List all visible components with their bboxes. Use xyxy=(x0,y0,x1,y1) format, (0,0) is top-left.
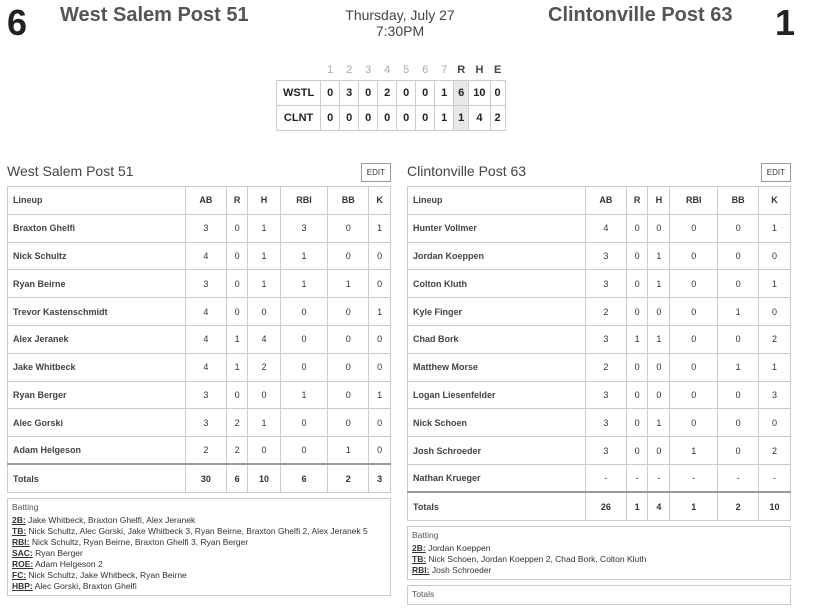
linescore-header: 1 xyxy=(327,63,334,76)
away-box-title xyxy=(7,160,391,186)
stat-cell: 3 xyxy=(758,381,790,409)
stat-cell: 1 xyxy=(670,437,718,465)
stat-cell: 0 xyxy=(670,325,718,353)
home-column-header: AB xyxy=(586,187,627,215)
stat-cell: 0 xyxy=(718,437,759,465)
table-row xyxy=(408,270,791,298)
linescore-inning-cell: 0 xyxy=(397,105,416,130)
away-team-name: West Salem Post 51 xyxy=(60,4,249,26)
player-name: Jordan Koeppen xyxy=(408,242,586,270)
stat-cell: 0 xyxy=(648,353,670,381)
linescore-inning-cell: 0 xyxy=(321,80,340,105)
stat-cell: 1 xyxy=(248,242,280,270)
home-batting-table xyxy=(407,186,791,521)
stat-cell: 1 xyxy=(648,325,670,353)
stat-cell: 0 xyxy=(248,298,280,326)
home-edit-button[interactable]: EDIT xyxy=(761,163,791,182)
batting-note-text: Jordan Koeppen xyxy=(425,542,491,553)
stat-cell: 0 xyxy=(626,214,648,242)
totals-cell: 26 xyxy=(586,492,627,520)
stat-cell: - xyxy=(586,464,627,492)
stat-cell: 0 xyxy=(626,409,648,437)
totals-cell: 4 xyxy=(648,492,670,520)
linescore-header: 7 xyxy=(441,63,448,76)
home-header-row xyxy=(408,187,791,215)
stat-cell: 1 xyxy=(718,298,759,326)
stat-cell: 1 xyxy=(369,381,391,409)
stat-cell: 0 xyxy=(626,437,648,465)
stat-cell: 2 xyxy=(586,298,627,326)
stat-cell: 1 xyxy=(718,353,759,381)
stat-cell: 0 xyxy=(328,214,369,242)
linescore-header-blank xyxy=(277,60,321,80)
table-row xyxy=(8,381,391,409)
stat-cell: 0 xyxy=(369,353,391,381)
player-name: Matthew Morse xyxy=(408,353,586,381)
home-batting-notes-list xyxy=(412,543,786,576)
batting-note-label: ROE: xyxy=(12,558,34,569)
stat-cell: 0 xyxy=(626,242,648,270)
stat-cell: 0 xyxy=(328,298,369,326)
stat-cell: 0 xyxy=(369,325,391,353)
linescore-inning-cell: 0 xyxy=(416,80,435,105)
stat-cell: 1 xyxy=(280,381,328,409)
home-totals-title: Totals xyxy=(412,588,435,599)
table-row xyxy=(8,325,391,353)
stat-cell: 0 xyxy=(718,242,759,270)
stat-cell: 1 xyxy=(226,325,248,353)
away-column-header: K xyxy=(369,187,391,215)
stat-cell: 1 xyxy=(328,437,369,465)
batting-note-label: TB: xyxy=(412,553,427,564)
player-name: Nick Schultz xyxy=(8,242,186,270)
stat-cell: 3 xyxy=(586,242,627,270)
table-row xyxy=(8,214,391,242)
linescore-header: H xyxy=(475,63,484,76)
stat-cell: 0 xyxy=(280,409,328,437)
stat-cell: 0 xyxy=(280,353,328,381)
stat-cell: 0 xyxy=(718,325,759,353)
linescore-header: 5 xyxy=(403,63,410,76)
away-box-title-text: West Salem Post 51 xyxy=(7,163,134,179)
batting-note-line xyxy=(12,559,386,570)
batting-note-label: 2B: xyxy=(12,514,26,525)
away-column-header: H xyxy=(248,187,280,215)
stat-cell: 1 xyxy=(648,270,670,298)
stat-cell: 0 xyxy=(626,353,648,381)
stat-cell: 0 xyxy=(718,270,759,298)
away-score: 6 xyxy=(7,2,28,43)
linescore xyxy=(276,60,506,131)
stat-cell: 1 xyxy=(369,298,391,326)
stat-cell: 0 xyxy=(718,409,759,437)
batting-note-text: Ryan Berger xyxy=(32,547,83,558)
batting-note-label: SAC: xyxy=(12,547,33,558)
home-team-name: Clintonville Post 63 xyxy=(548,4,733,26)
stat-cell: 0 xyxy=(648,437,670,465)
linescore-team: WSTL xyxy=(277,80,321,105)
stat-cell: 0 xyxy=(369,242,391,270)
away-batting-notes-title: Batting xyxy=(12,501,39,512)
home-batting-notes xyxy=(407,526,791,580)
stat-cell: 1 xyxy=(248,270,280,298)
home-box-score xyxy=(407,160,791,605)
stat-cell: 0 xyxy=(369,270,391,298)
batting-note-text: Nick Schoen, Jordan Koeppen 2, Chad Bork, Colton Kluth xyxy=(426,553,647,564)
linescore-inning-cell: 0 xyxy=(397,80,416,105)
linescore-runs: 6 xyxy=(454,80,469,105)
stat-cell: 0 xyxy=(248,437,280,465)
stat-cell: 1 xyxy=(758,214,790,242)
batting-note-line xyxy=(412,543,786,554)
batting-note-text: Nick Schultz, Jake Whitbeck, Ryan Beirne xyxy=(26,569,187,580)
stat-cell: 1 xyxy=(280,242,328,270)
away-header-row xyxy=(8,187,391,215)
table-row xyxy=(8,270,391,298)
player-name: Hunter Vollmer xyxy=(408,214,586,242)
player-name: Ryan Berger xyxy=(8,381,186,409)
stat-cell: 3 xyxy=(586,270,627,298)
linescore-row xyxy=(277,80,506,105)
player-name: Kyle Finger xyxy=(408,298,586,326)
batting-note-line xyxy=(12,570,386,581)
stat-cell: 1 xyxy=(248,409,280,437)
stat-cell: 0 xyxy=(226,381,248,409)
totals-cell: 2 xyxy=(328,464,369,492)
stat-cell: 0 xyxy=(626,381,648,409)
linescore-inning-cell: 0 xyxy=(359,80,378,105)
linescore-header: E xyxy=(493,63,502,76)
linescore-inning-cell: 3 xyxy=(340,80,359,105)
stat-cell: 0 xyxy=(248,381,280,409)
player-name: Trevor Kastenschmidt xyxy=(8,298,186,326)
away-batting-table xyxy=(7,186,391,493)
batting-note-text: Jake Whitbeck, Braxton Ghelfi, Alex Jeranek xyxy=(25,514,196,525)
stat-cell: 3 xyxy=(186,214,227,242)
batting-note-label: RBI: xyxy=(412,564,430,575)
batting-note-line xyxy=(12,526,386,537)
batting-note-text: Josh Schroeder xyxy=(429,564,492,575)
stat-cell: 0 xyxy=(758,242,790,270)
stat-cell: 0 xyxy=(648,381,670,409)
stat-cell: 3 xyxy=(586,325,627,353)
stat-cell: 0 xyxy=(328,242,369,270)
game-datetime xyxy=(300,7,500,39)
game-time: 7:30PM xyxy=(375,23,425,39)
away-column-header: Lineup xyxy=(8,187,186,215)
stat-cell: 3 xyxy=(186,270,227,298)
table-row xyxy=(408,437,791,465)
player-name: Ryan Beirne xyxy=(8,270,186,298)
table-row xyxy=(408,214,791,242)
table-row xyxy=(8,353,391,381)
batting-note-text: Alec Gorski, Braxton Ghelfi xyxy=(32,580,137,591)
stat-cell: 1 xyxy=(758,270,790,298)
stat-cell: 0 xyxy=(648,298,670,326)
table-row xyxy=(408,242,791,270)
stat-cell: 0 xyxy=(369,409,391,437)
linescore-header-row xyxy=(277,60,506,80)
table-row xyxy=(408,325,791,353)
stat-cell: 2 xyxy=(248,353,280,381)
stat-cell: 0 xyxy=(670,353,718,381)
stat-cell: 0 xyxy=(670,298,718,326)
stat-cell: 3 xyxy=(186,381,227,409)
linescore-inning-cell: 0 xyxy=(359,105,378,130)
batting-note-line xyxy=(12,581,386,592)
stat-cell: 0 xyxy=(758,409,790,437)
stat-cell: 0 xyxy=(626,270,648,298)
player-name: Logan Liesenfelder xyxy=(408,381,586,409)
stat-cell: 0 xyxy=(718,214,759,242)
stat-cell: 2 xyxy=(226,409,248,437)
player-name: Alec Gorski xyxy=(8,409,186,437)
linescore-inning-cell: 2 xyxy=(378,80,397,105)
batting-note-line xyxy=(412,554,786,565)
table-row xyxy=(408,381,791,409)
home-column-header: R xyxy=(626,187,648,215)
stat-cell: 1 xyxy=(758,353,790,381)
stat-cell: 0 xyxy=(648,214,670,242)
home-batting-notes-title: Batting xyxy=(412,529,439,540)
table-row xyxy=(8,437,391,465)
stat-cell: - xyxy=(626,464,648,492)
home-totals-section xyxy=(407,585,791,605)
stat-cell: 0 xyxy=(670,409,718,437)
stat-cell: 1 xyxy=(626,325,648,353)
stat-cell: 0 xyxy=(626,298,648,326)
away-column-header: R xyxy=(226,187,248,215)
stat-cell: 3 xyxy=(586,409,627,437)
linescore-header: 6 xyxy=(422,63,429,76)
batting-note-label: FC: xyxy=(12,569,27,580)
stat-cell: 1 xyxy=(280,270,328,298)
linescore-runs: 1 xyxy=(454,105,469,130)
stat-cell: - xyxy=(670,464,718,492)
stat-cell: 4 xyxy=(186,353,227,381)
batting-note-label: TB: xyxy=(12,525,27,536)
home-column-header: BB xyxy=(718,187,759,215)
table-row xyxy=(8,409,391,437)
stat-cell: 2 xyxy=(186,437,227,465)
batting-note-label: HBP: xyxy=(12,580,33,591)
batting-note-line xyxy=(12,548,386,559)
stat-cell: 0 xyxy=(328,325,369,353)
totals-cell: 1 xyxy=(626,492,648,520)
away-totals-row xyxy=(8,464,391,492)
stat-cell: 4 xyxy=(186,298,227,326)
away-edit-button[interactable]: EDIT xyxy=(361,163,391,182)
totals-cell: 30 xyxy=(186,464,227,492)
stat-cell: 3 xyxy=(586,437,627,465)
stat-cell: 0 xyxy=(369,437,391,465)
stat-cell: 2 xyxy=(758,325,790,353)
totals-cell: 6 xyxy=(226,464,248,492)
stat-cell: 4 xyxy=(586,214,627,242)
home-box-title-text: Clintonville Post 63 xyxy=(407,163,527,179)
table-row xyxy=(408,298,791,326)
linescore-hits: 10 xyxy=(469,80,490,105)
stat-cell: 4 xyxy=(186,242,227,270)
home-score: 1 xyxy=(775,2,796,43)
batting-note-label: RBI: xyxy=(12,536,30,547)
player-name: Alex Jeranek xyxy=(8,325,186,353)
home-column-header: RBI xyxy=(670,187,718,215)
stat-cell: 1 xyxy=(328,270,369,298)
stat-cell: 3 xyxy=(186,409,227,437)
stat-cell: - xyxy=(718,464,759,492)
stat-cell: 0 xyxy=(226,214,248,242)
linescore-header: R xyxy=(457,63,466,76)
stat-cell: 3 xyxy=(280,214,328,242)
linescore-header: 3 xyxy=(365,63,372,76)
home-column-header: H xyxy=(648,187,670,215)
batting-note-text: Nick Schultz, Alec Gorski, Jake Whitbeck 3, Ryan Beirne, Braxton Ghelfi 2, Alex Jeranek 5 xyxy=(26,525,368,536)
stat-cell: 2 xyxy=(586,353,627,381)
stat-cell: 0 xyxy=(758,298,790,326)
stat-cell: 0 xyxy=(718,381,759,409)
stat-cell: 0 xyxy=(328,353,369,381)
batting-note-line xyxy=(412,565,786,576)
linescore-inning-cell: 0 xyxy=(416,105,435,130)
stat-cell: - xyxy=(758,464,790,492)
stat-cell: 0 xyxy=(226,270,248,298)
away-box-score xyxy=(7,160,391,596)
totals-cell: 10 xyxy=(248,464,280,492)
totals-cell: 1 xyxy=(670,492,718,520)
home-column-header: Lineup xyxy=(408,187,586,215)
stat-cell: 0 xyxy=(670,270,718,298)
player-name: Josh Schroeder xyxy=(408,437,586,465)
batting-note-text: Nick Schultz, Ryan Beirne, Braxton Ghelfi 3, Ryan Berger xyxy=(29,536,249,547)
player-name: Braxton Ghelfi xyxy=(8,214,186,242)
linescore-inning-cell: 1 xyxy=(435,80,454,105)
batting-note-text: Adam Helgeson 2 xyxy=(33,558,103,569)
totals-label: Totals xyxy=(8,464,186,492)
stat-cell: 0 xyxy=(670,242,718,270)
home-column-header: K xyxy=(758,187,790,215)
stat-cell: 3 xyxy=(586,381,627,409)
away-column-header: AB xyxy=(186,187,227,215)
linescore-header: 4 xyxy=(384,63,391,76)
home-box-title xyxy=(407,160,791,186)
away-batting-notes xyxy=(7,498,391,596)
totals-cell: 10 xyxy=(758,492,790,520)
linescore-errors: 2 xyxy=(490,105,505,130)
linescore-errors: 0 xyxy=(490,80,505,105)
stat-cell: 0 xyxy=(226,242,248,270)
stat-cell: 2 xyxy=(758,437,790,465)
table-row xyxy=(408,464,791,492)
player-name: Jake Whitbeck xyxy=(8,353,186,381)
table-row xyxy=(408,353,791,381)
stat-cell: 0 xyxy=(226,298,248,326)
stat-cell: 1 xyxy=(369,214,391,242)
linescore-inning-cell: 1 xyxy=(435,105,454,130)
away-column-header: RBI xyxy=(280,187,328,215)
stat-cell: 0 xyxy=(328,409,369,437)
linescore-team: CLNT xyxy=(277,105,321,130)
player-name: Colton Kluth xyxy=(408,270,586,298)
table-row xyxy=(8,298,391,326)
away-column-header: BB xyxy=(328,187,369,215)
home-totals-row xyxy=(408,492,791,520)
player-name: Nathan Krueger xyxy=(408,464,586,492)
game-date: Thursday, July 27 xyxy=(345,7,455,23)
stat-cell: 4 xyxy=(248,325,280,353)
player-name: Adam Helgeson xyxy=(8,437,186,465)
linescore-header: 2 xyxy=(346,63,353,76)
stat-cell: 1 xyxy=(648,409,670,437)
linescore-hits: 4 xyxy=(469,105,490,130)
stat-cell: 0 xyxy=(670,214,718,242)
batting-note-label: 2B: xyxy=(412,542,426,553)
stat-cell: 4 xyxy=(186,325,227,353)
stat-cell: 0 xyxy=(280,325,328,353)
totals-cell: 6 xyxy=(280,464,328,492)
stat-cell: 1 xyxy=(226,353,248,381)
stat-cell: 0 xyxy=(280,298,328,326)
totals-cell: 2 xyxy=(718,492,759,520)
stat-cell: 1 xyxy=(248,214,280,242)
linescore-inning-cell: 0 xyxy=(321,105,340,130)
player-name: Chad Bork xyxy=(408,325,586,353)
table-row xyxy=(8,242,391,270)
totals-label: Totals xyxy=(408,492,586,520)
stat-cell: 0 xyxy=(670,381,718,409)
table-row xyxy=(408,409,791,437)
linescore-inning-cell: 0 xyxy=(378,105,397,130)
stat-cell: 0 xyxy=(328,381,369,409)
linescore-row xyxy=(277,105,506,130)
totals-cell: 3 xyxy=(369,464,391,492)
player-name: Nick Schoen xyxy=(408,409,586,437)
away-batting-notes-list xyxy=(12,515,386,592)
stat-cell: 0 xyxy=(280,437,328,465)
batting-note-line xyxy=(12,515,386,526)
stat-cell: 1 xyxy=(648,242,670,270)
linescore-inning-cell: 0 xyxy=(340,105,359,130)
batting-note-line xyxy=(12,537,386,548)
stat-cell: - xyxy=(648,464,670,492)
stat-cell: 2 xyxy=(226,437,248,465)
